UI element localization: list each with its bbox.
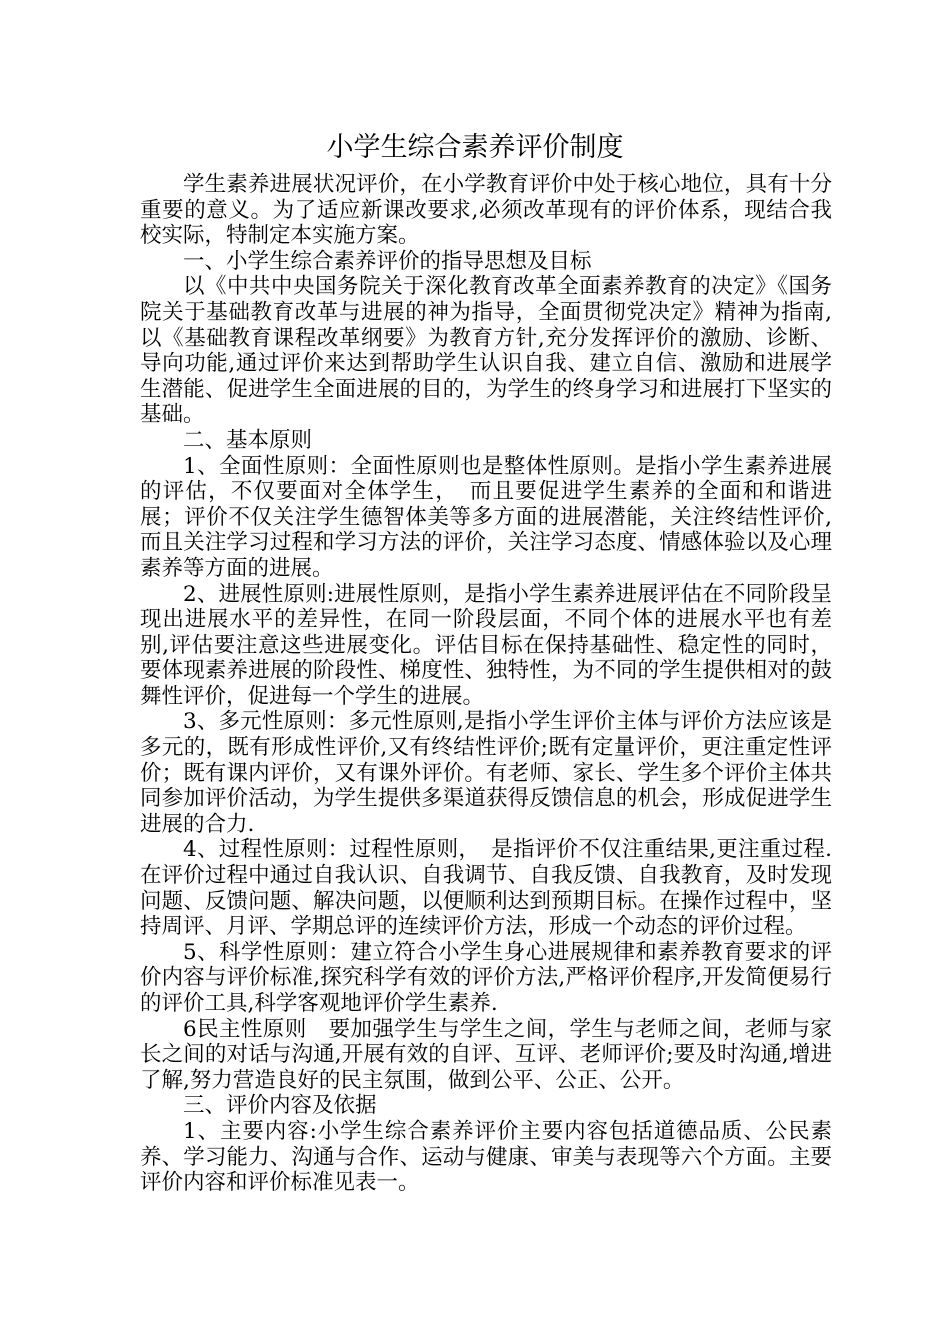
paragraph-principle-scientific: 5、科学性原则：建立符合小学生身心进展规律和素养教育要求的评价内容与评价标准,探究科学有效的评价方法,严格评价程序,开发简便易行的评价工具,科学客观地评价学生素养. [140,939,832,1016]
document-title: 小学生综合素养评价制度 [326,132,624,163]
paragraph-principle-comprehensive: 1、全面性原则：全面性原则也是整体性原则。是指小学生素养进展的评估，不仅要面对全体学生， 而且要促进学生素养的全面和和谐进展；评价不仅关注学生德智体美等多方面的进展潜能，关注终结性评价,而且关注学习过程和学习方法的评价，关注学习态度、情感体验以及心理素养等方面的进展。 [140,453,832,581]
document-body [140,172,832,1196]
paragraph-principle-developmental: 2、进展性原则:进展性原则，是指小学生素养进展评估在不同阶段呈现出进展水平的差异性，在同一阶段层面，不同个体的进展水平也有差别,评估要注意这些进展变化。评估目标在保持基础性、稳定性的同时，要体现素养进展的阶段性、梯度性、独特性，为不同的学生提供相对的鼓舞性评价，促进每一个学生的进展。 [140,581,832,709]
paragraph-principle-democratic: 6民主性原则 要加强学生与学生之间，学生与老师之间，老师与家长之间的对话与沟通,开展有效的自评、互评、老师评价;要及时沟通,增进了解,努力营造良好的民主氛围，做到公平、公正、公开。 [140,1016,832,1093]
paragraph-guiding-ideas: 以《中共中央国务院关于深化教育改革全面素养教育的决定》《国务院关于基础教育改革与进展的神为指导，全面贯彻党决定》精神为指南,以《基础教育课程改革纲要》为教育方针,充分发挥评价的激励、诊断、导向功能,通过评价来达到帮助学生认识自我、建立自信、激励和进展学生潜能、促进学生全面进展的目的，为学生的终身学习和进展打下坚实的基础。 [140,274,832,428]
paragraph-principle-diversity: 3、多元性原则：多元性原则,是指小学生评价主体与评价方法应该是多元的，既有形成性评价,又有终结性评价;既有定量评价，更注重定性评价；既有课内评价，又有课外评价。有老师、家长、学生多个评价主体共同参加评价活动，为学生提供多渠道获得反馈信息的机会，形成促进学生进展的合力. [140,709,832,837]
paragraph-main-content: 1、主要内容:小学生综合素养评价主要内容包括道德品质、公民素养、学习能力、沟通与合作、运动与健康、审美与表现等六个方面。主要评价内容和评价标准见表一。 [140,1118,832,1196]
paragraph-intro: 学生素养进展状况评价，在小学教育评价中处于核心地位，具有十分重要的意义。为了适应新课改要求,必须改革现有的评价体系，现结合我校实际，特制定本实施方案。 [140,172,832,249]
section-heading-guiding-ideas: 一、小学生综合素养评价的指导思想及目标 [183,248,592,274]
section-heading-content: 三、评价内容及依据 [183,1093,377,1119]
paragraph-principle-process: 4、过程性原则：过程性原则， 是指评价不仅注重结果,更注重过程.在评价过程中通过自我认识、自我调节、自我反馈、自我教育，及时发现问题、反馈问题、解决问题，以便顺利达到预期目标。在操作过程中，坚持周评、月评、学期总评的连续评价方法，形成一个动态的评价过程。 [140,837,832,940]
section-heading-principles: 二、基本原则 [183,427,313,453]
